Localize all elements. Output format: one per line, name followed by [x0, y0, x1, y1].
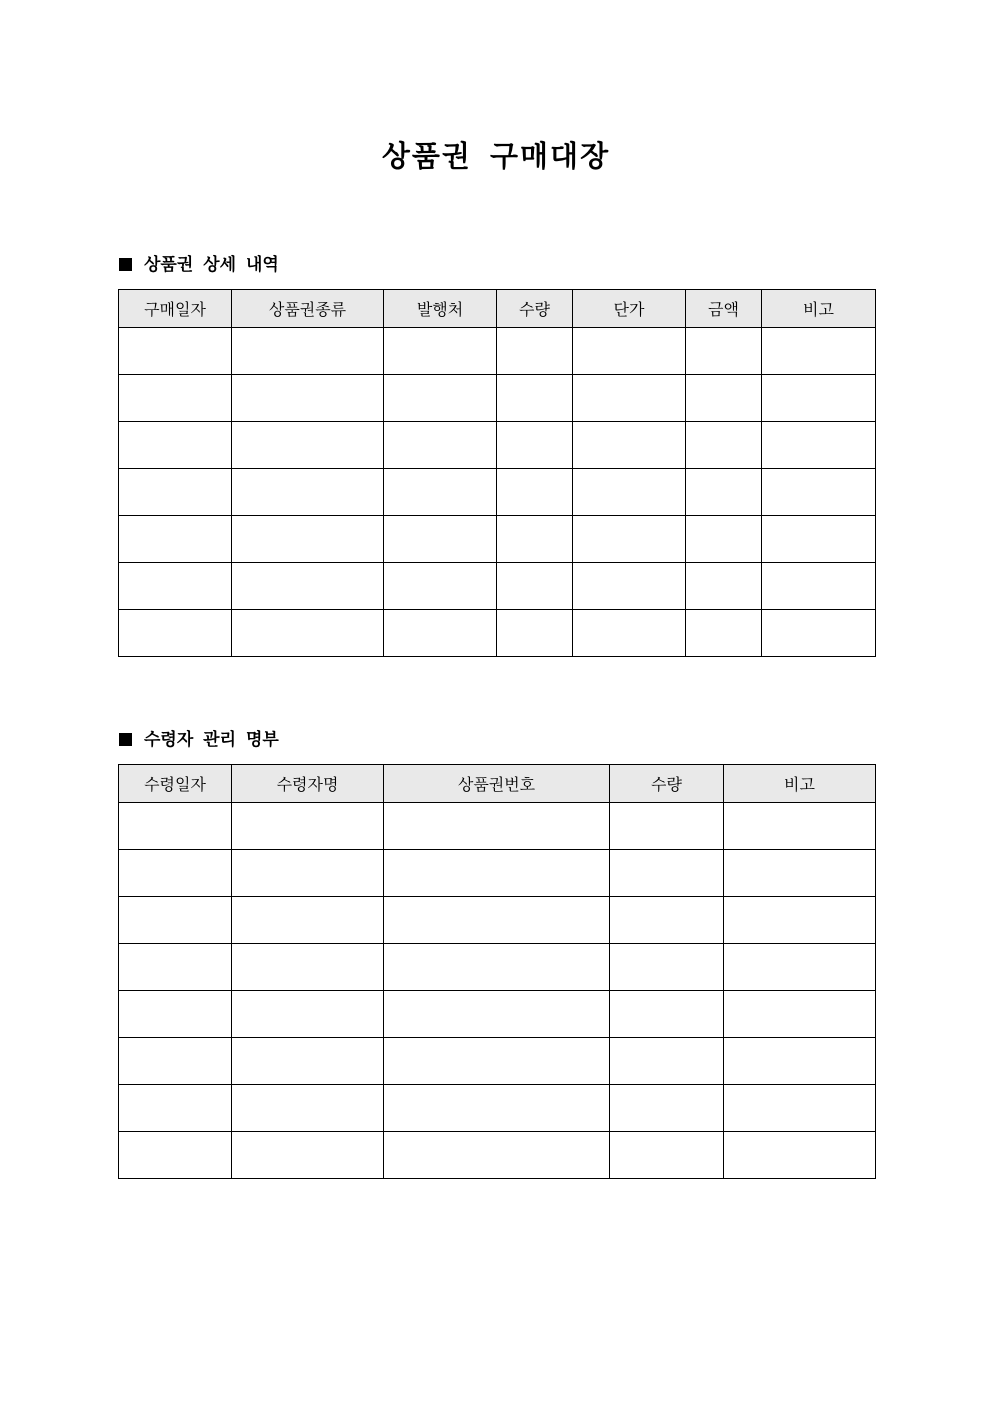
column-header-unit-price: 단가: [573, 290, 686, 328]
table-cell[interactable]: [384, 850, 610, 897]
table-row: [119, 422, 876, 469]
table-cell[interactable]: [384, 610, 497, 657]
column-header-purchase-date: 구매일자: [119, 290, 232, 328]
table-cell[interactable]: [610, 1085, 724, 1132]
table-cell[interactable]: [119, 991, 232, 1038]
section-heading-purchase-details: [119, 252, 279, 278]
table-cell[interactable]: [384, 1085, 610, 1132]
table-cell[interactable]: [762, 469, 876, 516]
table-cell[interactable]: [610, 991, 724, 1038]
table-cell[interactable]: [686, 469, 762, 516]
column-header-quantity: 수량: [497, 290, 573, 328]
table-cell[interactable]: [573, 610, 686, 657]
table-cell[interactable]: [724, 944, 876, 991]
table-cell[interactable]: [724, 897, 876, 944]
table-cell[interactable]: [762, 563, 876, 610]
table-cell[interactable]: [119, 803, 232, 850]
column-header-remarks: 비고: [762, 290, 876, 328]
square-bullet-icon: [119, 258, 132, 271]
table-cell[interactable]: [384, 1132, 610, 1179]
table-cell[interactable]: [762, 610, 876, 657]
table-cell[interactable]: [610, 850, 724, 897]
table-cell[interactable]: [384, 803, 610, 850]
column-header-voucher-type: 상품권종류: [232, 290, 384, 328]
column-header-issuer: 발행처: [384, 290, 497, 328]
table-row: [119, 944, 876, 991]
table-cell[interactable]: [762, 516, 876, 563]
table-cell[interactable]: [724, 991, 876, 1038]
table-row: [119, 1038, 876, 1085]
table-cell[interactable]: [232, 1085, 384, 1132]
column-header-amount: 금액: [686, 290, 762, 328]
recipient-register-table: [118, 764, 876, 1179]
section-heading-label: 상품권 상세 내역: [144, 255, 279, 275]
table-cell[interactable]: [610, 944, 724, 991]
table-cell[interactable]: [232, 1038, 384, 1085]
table-cell[interactable]: [610, 1132, 724, 1179]
table-cell[interactable]: [686, 328, 762, 375]
table-cell[interactable]: [762, 375, 876, 422]
table-cell[interactable]: [384, 944, 610, 991]
table-cell[interactable]: [119, 897, 232, 944]
column-header-recipient-name: 수령자명: [232, 765, 384, 803]
table-cell[interactable]: [686, 563, 762, 610]
table-cell[interactable]: [724, 1038, 876, 1085]
table-row: [119, 516, 876, 563]
table-cell[interactable]: [119, 516, 232, 563]
table-cell[interactable]: [762, 422, 876, 469]
table-cell[interactable]: [686, 375, 762, 422]
table-cell[interactable]: [119, 850, 232, 897]
table-cell[interactable]: [384, 897, 610, 944]
table-cell[interactable]: [724, 803, 876, 850]
table-header-row: [119, 290, 876, 328]
table-cell[interactable]: [384, 991, 610, 1038]
table-cell[interactable]: [232, 563, 384, 610]
table-row: [119, 469, 876, 516]
table-cell[interactable]: [497, 563, 573, 610]
table-cell[interactable]: [573, 422, 686, 469]
section-heading-recipient-register: [119, 727, 279, 753]
square-bullet-icon: [119, 733, 132, 746]
table-cell[interactable]: [610, 1038, 724, 1085]
table-cell[interactable]: [384, 1038, 610, 1085]
table-cell[interactable]: [686, 516, 762, 563]
table-cell[interactable]: [384, 469, 497, 516]
table-cell[interactable]: [384, 516, 497, 563]
table-cell[interactable]: [232, 516, 384, 563]
table-cell[interactable]: [119, 944, 232, 991]
table-cell[interactable]: [384, 328, 497, 375]
column-header-quantity: 수량: [610, 765, 724, 803]
recipient-table-body: [119, 803, 876, 1179]
table-cell[interactable]: [497, 375, 573, 422]
table-cell[interactable]: [232, 1132, 384, 1179]
table-cell[interactable]: [119, 610, 232, 657]
column-header-remarks: 비고: [724, 765, 876, 803]
table-row: [119, 375, 876, 422]
table-cell[interactable]: [610, 897, 724, 944]
table-cell[interactable]: [232, 469, 384, 516]
table-cell[interactable]: [119, 1038, 232, 1085]
table-cell[interactable]: [686, 610, 762, 657]
table-row: [119, 991, 876, 1038]
table-cell[interactable]: [232, 850, 384, 897]
table-cell[interactable]: [384, 563, 497, 610]
table-cell[interactable]: [232, 944, 384, 991]
table-cell[interactable]: [497, 469, 573, 516]
table-row: [119, 897, 876, 944]
table-cell[interactable]: [119, 328, 232, 375]
table-cell[interactable]: [384, 422, 497, 469]
table-cell[interactable]: [384, 375, 497, 422]
table-cell[interactable]: [119, 1132, 232, 1179]
table-cell[interactable]: [119, 1085, 232, 1132]
table-cell[interactable]: [573, 375, 686, 422]
table-cell[interactable]: [497, 422, 573, 469]
table-cell[interactable]: [724, 850, 876, 897]
table-cell[interactable]: [573, 516, 686, 563]
table-cell[interactable]: [724, 1132, 876, 1179]
table-row: [119, 563, 876, 610]
table-cell[interactable]: [232, 422, 384, 469]
table-row: [119, 328, 876, 375]
section-heading-label: 수령자 관리 명부: [144, 730, 279, 750]
table-cell[interactable]: [573, 563, 686, 610]
table-row: [119, 803, 876, 850]
table-cell[interactable]: [497, 516, 573, 563]
table-cell[interactable]: [232, 897, 384, 944]
table-cell[interactable]: [232, 803, 384, 850]
purchase-table-body: [119, 328, 876, 657]
table-cell[interactable]: [610, 803, 724, 850]
table-cell[interactable]: [497, 328, 573, 375]
table-cell[interactable]: [686, 422, 762, 469]
table-row: [119, 1132, 876, 1179]
table-cell[interactable]: [232, 991, 384, 1038]
table-row: [119, 850, 876, 897]
purchase-details-table: [118, 289, 876, 657]
column-header-receipt-date: 수령일자: [119, 765, 232, 803]
table-cell[interactable]: [724, 1085, 876, 1132]
table-cell[interactable]: [119, 469, 232, 516]
table-cell[interactable]: [762, 328, 876, 375]
table-cell[interactable]: [119, 422, 232, 469]
table-cell[interactable]: [119, 375, 232, 422]
table-cell[interactable]: [573, 469, 686, 516]
table-header-row: [119, 765, 876, 803]
table-cell[interactable]: [119, 563, 232, 610]
table-row: [119, 1085, 876, 1132]
table-cell[interactable]: [232, 375, 384, 422]
table-cell[interactable]: [232, 610, 384, 657]
page-title: 상품권 구매대장: [381, 139, 611, 173]
table-row: [119, 610, 876, 657]
table-cell[interactable]: [573, 328, 686, 375]
table-cell[interactable]: [497, 610, 573, 657]
column-header-voucher-number: 상품권번호: [384, 765, 610, 803]
table-cell[interactable]: [232, 328, 384, 375]
